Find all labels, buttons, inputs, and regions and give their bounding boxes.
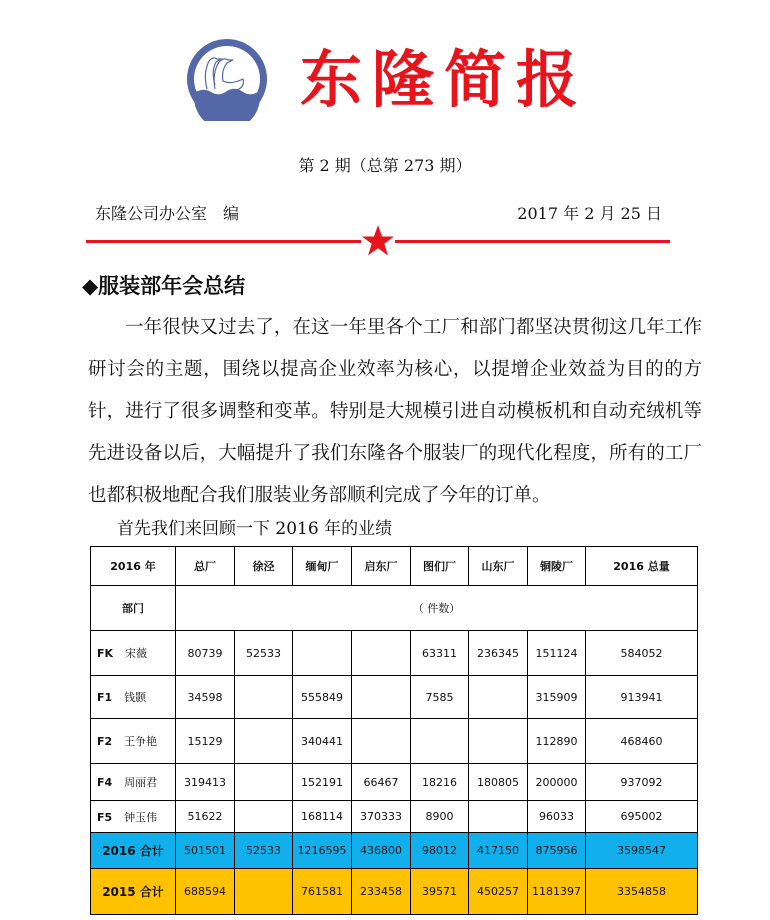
table-caption: 首先我们来回顾一下 2016 年的业绩 bbox=[117, 519, 393, 539]
value-cell bbox=[235, 676, 293, 719]
newsletter-title: 东隆简报 bbox=[300, 43, 589, 116]
value-cell: 695002 bbox=[586, 801, 698, 833]
editor-line: 东隆公司办公室 编 bbox=[95, 204, 240, 223]
value-cell: 584052 bbox=[586, 631, 698, 676]
value-cell: 168114 bbox=[293, 801, 352, 833]
dept-cell bbox=[91, 764, 176, 801]
dept-cell bbox=[91, 676, 176, 719]
value-cell bbox=[469, 801, 528, 833]
value-cell bbox=[352, 676, 411, 719]
value-cell: 555849 bbox=[293, 676, 352, 719]
dept-code: F4 bbox=[97, 776, 113, 789]
value-cell: 236345 bbox=[469, 631, 528, 676]
total-label: 2016 合计 bbox=[91, 833, 176, 869]
value-cell: 319413 bbox=[176, 764, 235, 801]
total-value-cell: 417150 bbox=[469, 833, 528, 869]
column-header: 2016 总量 bbox=[586, 547, 698, 586]
total-value-cell: 233458 bbox=[352, 869, 411, 915]
value-cell bbox=[411, 719, 469, 764]
total-value-cell: 3354858 bbox=[586, 869, 698, 915]
table-row bbox=[91, 719, 698, 764]
value-cell: 151124 bbox=[528, 631, 586, 676]
value-cell: 340441 bbox=[293, 719, 352, 764]
total-row bbox=[91, 833, 698, 869]
value-cell: 80739 bbox=[176, 631, 235, 676]
value-cell: 66467 bbox=[352, 764, 411, 801]
column-header: 缅甸厂 bbox=[293, 547, 352, 586]
value-cell: 112890 bbox=[528, 719, 586, 764]
manager-name: 钱颢 bbox=[124, 691, 147, 704]
value-cell: 913941 bbox=[586, 676, 698, 719]
value-cell: 34598 bbox=[176, 676, 235, 719]
column-header: 启东厂 bbox=[352, 547, 411, 586]
manager-name: 宋薇 bbox=[125, 647, 148, 660]
column-header: 总厂 bbox=[176, 547, 235, 586]
total-value-cell: 501501 bbox=[176, 833, 235, 869]
total-value-cell: 688594 bbox=[176, 869, 235, 915]
total-value-cell: 875956 bbox=[528, 833, 586, 869]
dept-code: F2 bbox=[97, 735, 113, 748]
value-cell bbox=[352, 631, 411, 676]
value-cell: 8900 bbox=[411, 801, 469, 833]
column-header: 山东厂 bbox=[469, 547, 528, 586]
value-cell: 937092 bbox=[586, 764, 698, 801]
value-cell: 51622 bbox=[176, 801, 235, 833]
value-cell: 468460 bbox=[586, 719, 698, 764]
column-header: 铜陵厂 bbox=[528, 547, 586, 586]
total-value-cell: 3598547 bbox=[586, 833, 698, 869]
dept-label: 部门 bbox=[91, 586, 176, 631]
header-row bbox=[91, 547, 698, 586]
unit-row bbox=[91, 586, 698, 631]
manager-name: 钟玉伟 bbox=[124, 810, 158, 824]
total-value-cell: 450257 bbox=[469, 869, 528, 915]
value-cell bbox=[469, 719, 528, 764]
value-cell: 315909 bbox=[528, 676, 586, 719]
value-cell bbox=[469, 676, 528, 719]
table-row bbox=[91, 764, 698, 801]
total-row bbox=[91, 869, 698, 915]
dept-code: F1 bbox=[97, 691, 113, 704]
manager-name: 王争艳 bbox=[124, 735, 158, 748]
article-paragraph: 一年很快又过去了，在这一年里各个工厂和部门都坚决贯彻这几年工作研讨会的主题，围绕以提高企业效率为核心，以提增企业效益为目的的方针，进行了很多调整和变革。特别是大规模引进自动模板机和自动充绒机等先进设备以后，大幅提升了我们东隆各个服装厂的现代化程度，所有的工厂也都积极地配合我们服装业务部顺利完成了今年的订单。 bbox=[88, 317, 702, 506]
total-value-cell: 39571 bbox=[411, 869, 469, 915]
value-cell: 63311 bbox=[411, 631, 469, 676]
value-cell bbox=[352, 719, 411, 764]
manager-name: 周丽君 bbox=[124, 776, 158, 789]
value-cell: 15129 bbox=[176, 719, 235, 764]
table-row bbox=[91, 801, 698, 833]
value-cell: 370333 bbox=[352, 801, 411, 833]
column-header: 图们厂 bbox=[411, 547, 469, 586]
value-cell: 7585 bbox=[411, 676, 469, 719]
value-cell bbox=[235, 801, 293, 833]
table-row bbox=[91, 676, 698, 719]
total-value-cell: 52533 bbox=[235, 833, 293, 869]
total-value-cell: 1181397 bbox=[528, 869, 586, 915]
dept-code: FK bbox=[97, 647, 114, 660]
value-cell bbox=[235, 764, 293, 801]
value-cell: 200000 bbox=[528, 764, 586, 801]
dept-cell bbox=[91, 631, 176, 676]
red-star-icon bbox=[361, 224, 395, 258]
total-value-cell: 1216595 bbox=[293, 833, 352, 869]
article-heading: ◆服装部年会总结 bbox=[82, 274, 246, 298]
publish-date: 2017 年 2 月 25 日 bbox=[517, 204, 662, 223]
value-cell: 96033 bbox=[528, 801, 586, 833]
red-divider-right bbox=[395, 240, 670, 243]
value-cell bbox=[235, 719, 293, 764]
dept-code: F5 bbox=[97, 810, 113, 824]
swan-logo-icon bbox=[185, 37, 269, 121]
value-cell: 180805 bbox=[469, 764, 528, 801]
dept-cell bbox=[91, 719, 176, 764]
total-value-cell: 761581 bbox=[293, 869, 352, 915]
performance-table bbox=[90, 546, 698, 915]
total-value-cell bbox=[235, 869, 293, 915]
issue-number: 第 2 期（总第 273 期） bbox=[298, 156, 472, 175]
total-value-cell: 98012 bbox=[411, 833, 469, 869]
value-cell: 52533 bbox=[235, 631, 293, 676]
column-header: 徐泾 bbox=[235, 547, 293, 586]
dept-cell bbox=[91, 801, 176, 833]
total-label: 2015 合计 bbox=[91, 869, 176, 915]
table-row bbox=[91, 631, 698, 676]
red-divider-left bbox=[86, 240, 361, 243]
unit-label: （ 件数） bbox=[176, 586, 698, 631]
value-cell: 18216 bbox=[411, 764, 469, 801]
value-cell: 152191 bbox=[293, 764, 352, 801]
value-cell bbox=[293, 631, 352, 676]
column-header: 2016 年 bbox=[91, 547, 176, 586]
total-value-cell: 436800 bbox=[352, 833, 411, 869]
